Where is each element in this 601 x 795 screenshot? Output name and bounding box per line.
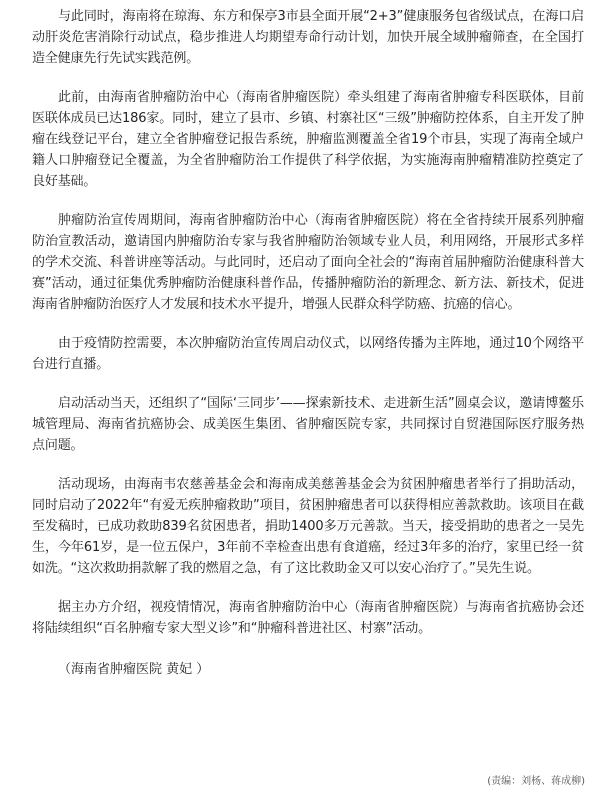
article-paragraph-7: 据主办方介绍，视疫情情况，海南省肿瘤防治中心（海南省肿瘤医院）与海南省抗癌协会还将陆续组织“百名肿瘤专家大型义诊”和“肿瘤科普进社区、村寨”活动。 [32, 600, 584, 636]
article-source: （海南省肿瘤医院 黄妃 ） [58, 662, 210, 677]
article-body [32, 6, 584, 680]
article-paragraph-4: 由于疫情防控需要，本次肿瘤防治宣传周启动仪式，以网络传播为主阵地，通过10个网络平台进行直播。 [32, 336, 584, 372]
article-paragraph-1: 与此同时，海南将在琼海、东方和保亭3市县全面开展“2+3”健康服务包省级试点，在海口启动肝炎危害消除行动试点，稳步推进人均期望寿命行动计划，加快开展全域肿瘤筛查，在全国打造全健康先行先试实践范例。 [32, 9, 584, 66]
article-paragraph-2: 此前，由海南省肿瘤防治中心（海南省肿瘤医院）牵头组建了海南省肿瘤专科医联体，目前医联体成员已达186家。同时，建立了县市、乡镇、村寨社区“三级”肿瘤防控体系，自主开发了肿瘤在线登记平台，建立全省肿瘤登记报告系统，肿瘤监测覆盖全省19个市县，实现了海南全域户籍人口肿瘤登记全覆盖，为全省肿瘤防治工作提供了科学依据，为实施海南肿瘤精准防控奠定了良好基础。 [32, 90, 584, 189]
article-paragraph-6: 活动现场，由海南韦农慈善基金会和海南成美慈善基金会为贫困肿瘤患者举行了捐助活动，同时启动了2022年“有爱无疾肿瘤救助”项目，贫困肿瘤患者可以获得相应善款救助。该项目在截至发稿时，已成功救助839名贫困患者，捐助1400多万元善款。当天，接受捐助的患者之一吴先生，今年61岁，是一位五保户，3年前不幸检查出患有食道癌，经过3年多的治疗，家里已经一贫如洗。“这次救助捐款解了我的燃眉之急，有了这比救助金又可以安心治疗了。”吴先生说。 [32, 477, 584, 576]
editor-credit: (责编：刘杨、蒋成柳) [487, 776, 585, 787]
article-paragraph-5: 启动活动当天，还组织了“国际‘三同步’——探索新技术、走进新生活”圆桌会议，邀请博鳌乐城管理局、海南省抗癌协会、成美医生集团、省肿瘤医院专家，共同探讨自贸港国际医疗服务热点问题。 [32, 396, 584, 453]
article-paragraph-3: 肿瘤防治宣传周期间，海南省肿瘤防治中心（海南省肿瘤医院）将在全省持续开展系列肿瘤防治宣教活动，邀请国内肿瘤防治专家与我省肿瘤防治领域专业人员，利用网络，开展形式多样的学术交流、科普讲座等活动。与此同时，还启动了面向全社会的“海南首届肿瘤防治健康科普大赛”活动，通过征集优秀肿瘤防治健康科普作品，传播肿瘤防治的新理念、新方法、新技术，促进海南省肿瘤防治医疗人才发展和技术水平提升，增强人民群众科学防癌、抗癌的信心。 [32, 213, 584, 312]
